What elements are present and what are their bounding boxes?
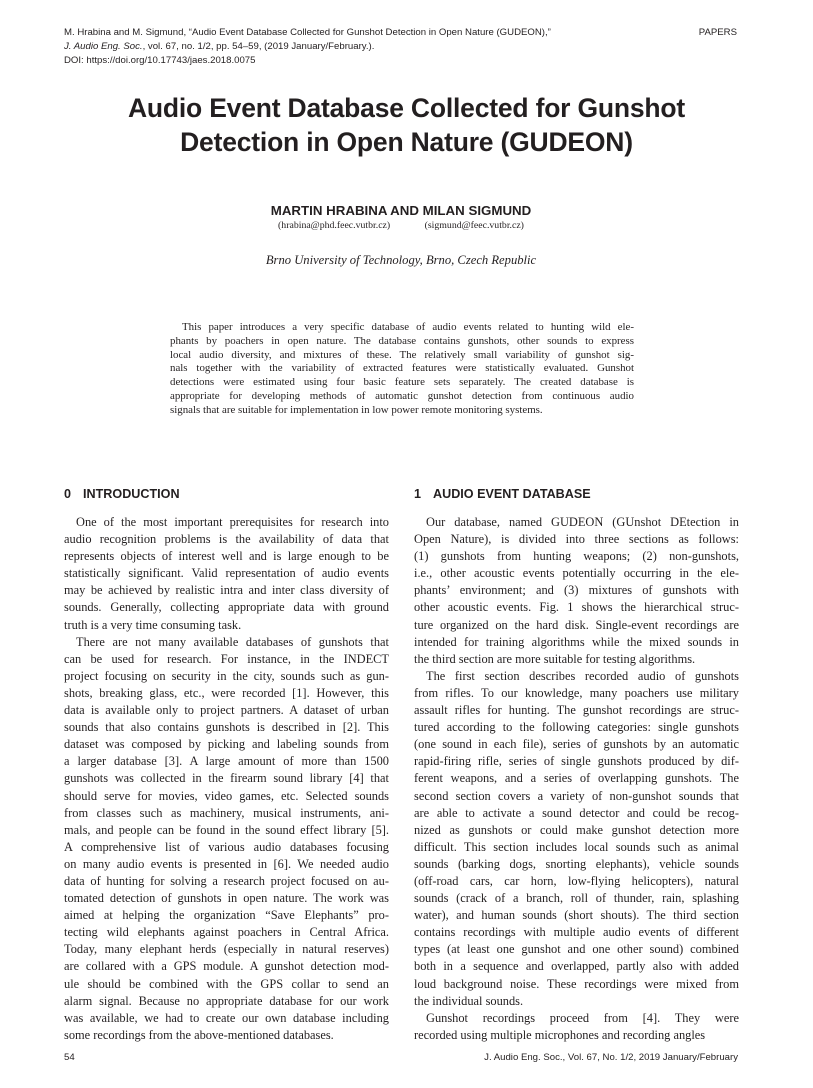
body-line: (1) gunshots from hunting weapons; (2) non-gunshots, bbox=[414, 549, 739, 564]
body-line: on many audio events is presented in [6]. We needed audio bbox=[64, 856, 389, 871]
body-line: sounds that also contains gunshots is described in [2]. This bbox=[64, 720, 389, 735]
body-line: are collared with a GPS module. A gunshot detection mod- bbox=[64, 959, 389, 974]
body-line: loud background noise. These recordings were mixed from bbox=[414, 976, 739, 991]
body-line: from classes such as machinery, musical instruments, ani- bbox=[64, 805, 389, 820]
section-number: 1 bbox=[414, 487, 422, 501]
section-title: AUDIO EVENT DATABASE bbox=[433, 487, 591, 501]
citation-block bbox=[64, 26, 624, 68]
body-line: ule should be combined with the GPS collar to send an bbox=[64, 976, 389, 991]
section-number: 0 bbox=[64, 487, 72, 501]
body-line: phants’ environment; and (3) mixtures of gunshots with bbox=[414, 583, 739, 598]
body-line: alarm signal. Because no appropriate database for our work bbox=[64, 993, 389, 1008]
abstract-line: local audio diversity, and mixtures of these. The relatively small variability of gunshot sig- bbox=[170, 348, 634, 361]
citation-line: M. Hrabina and M. Sigmund, “Audio Event Database Collected for Gunshot Detection in Open Nature (GUDEON),” bbox=[64, 27, 551, 38]
abstract-line: phants by poachers in open nature. The database contains gunshots, other sounds to express bbox=[170, 334, 634, 347]
abstract-line: appropriate for developing methods of automatic gunshot detection from continuous audio bbox=[170, 389, 634, 402]
abstract-line: This paper introduces a very specific database of audio events related to hunting wild ele- bbox=[182, 321, 634, 333]
email-hrabina[interactable]: (hrabina@phd.feec.vutbr.cz) bbox=[278, 220, 391, 231]
body-line: tomated detection of gunshots in open nature. The work was bbox=[64, 891, 389, 906]
author-emails bbox=[0, 219, 802, 233]
body-line: There are not many available databases of gunshots that bbox=[76, 634, 389, 649]
body-line: statistically significant. Valid representation of audio events bbox=[64, 566, 389, 581]
body-line: audio recognition problems is the availability of data that bbox=[64, 532, 389, 547]
body-line: both in a sequence and overlapped, partly also with added bbox=[414, 959, 739, 974]
body-line: data is available only to project partners. A dataset of urban bbox=[64, 703, 389, 718]
introduction-body bbox=[64, 514, 389, 1044]
section-heading-introduction bbox=[64, 485, 180, 503]
body-line: ferent weapons, and a series of overlapping gunshots. The bbox=[414, 771, 739, 786]
section-title: INTRODUCTION bbox=[83, 487, 180, 501]
body-line: water), and human sounds (short shouts). The third section bbox=[414, 908, 739, 923]
body-line: Today, many elephant herds (especially in natural reserves) bbox=[64, 942, 389, 957]
paper-title bbox=[0, 91, 813, 159]
body-line: second section covers a variety of non-gunshot sounds that bbox=[414, 788, 739, 803]
body-line: project focusing on security in the city, sounds such as gun- bbox=[64, 668, 389, 683]
body-line: nized as gunshots or could make gunshot detection more bbox=[414, 822, 739, 837]
abstract bbox=[170, 321, 634, 418]
body-line: The first section describes recorded audio of gunshots bbox=[426, 668, 739, 683]
body-line: was available, we had to create our own database including bbox=[64, 1010, 389, 1025]
body-line: (off-road cars, car horn, low-flying helicopters), natural bbox=[414, 873, 739, 888]
body-line: gunshots was collected in the firearm sound library [4] that bbox=[64, 771, 389, 786]
body-line: sounds (crack of a branch, roll of thunder, rain, splashing bbox=[414, 891, 739, 906]
title-line: Detection in Open Nature (GUDEON) bbox=[180, 127, 633, 157]
citation-journal: J. Audio Eng. Soc. bbox=[64, 41, 143, 52]
body-line: rapid-firing rifle, series of single gunshots produced by dif- bbox=[414, 754, 739, 769]
citation-source bbox=[64, 40, 624, 54]
body-line: some recordings from the above-mentioned databases. bbox=[64, 1027, 334, 1042]
title-line: Audio Event Database Collected for Gunshot bbox=[127, 93, 685, 123]
body-line: other acoustic events. Fig. 1 shows the hierarchical struc- bbox=[414, 600, 739, 615]
body-line: represents objects of interest well and is large enough to be bbox=[64, 549, 389, 564]
body-line: recorded using multiple microphones and recording angles bbox=[414, 1027, 706, 1042]
citation-details: , vol. 67, no. 1/2, pp. 54–59, (2019 January/February.). bbox=[142, 41, 375, 52]
body-line: (one sound in each file), series of gunshots by an automatic bbox=[414, 737, 739, 752]
authors: MARTIN HRABINA AND MILAN SIGMUND bbox=[270, 203, 532, 218]
body-line: Our database, named GUDEON (GUnshot DEtection in bbox=[426, 515, 739, 529]
doi-link[interactable]: DOI: https://doi.org/10.17743/jaes.2018.0075 bbox=[64, 55, 256, 66]
body-line: ture organized on the hard disk. Single-event recordings are bbox=[414, 617, 739, 632]
section-heading-audio-event-database bbox=[414, 485, 591, 503]
body-line: contains recordings with multiple audio events of different bbox=[414, 925, 739, 940]
body-line: data of hunting for solving a research project focused on au- bbox=[64, 873, 389, 888]
body-line: One of the most important prerequisites for research into bbox=[76, 515, 389, 529]
body-line: mals, and people can be found in the sound effect library [5]. bbox=[64, 822, 389, 837]
body-line: may be achieved by realistic intra and inter class diversity of bbox=[64, 583, 389, 598]
body-line: from rifles. To our knowledge, many poachers use military bbox=[414, 685, 739, 700]
body-line: difficult. This section includes local sounds such as animal bbox=[414, 839, 739, 854]
body-line: types (at least one gunshot and one other sound) combined bbox=[414, 942, 739, 957]
body-line: dataset was composed by picking and labeling sounds from bbox=[64, 737, 389, 752]
body-line: Open Nature), is divided into three sections as follows: bbox=[414, 532, 739, 547]
body-line: can be used for research. For instance, in the INDECT bbox=[64, 651, 389, 666]
page-number: 54 bbox=[64, 1052, 75, 1063]
body-line: A comprehensive list of various audio databases focusing bbox=[64, 839, 389, 854]
body-line: the individual sounds. bbox=[414, 993, 524, 1008]
email-sigmund[interactable]: (sigmund@feec.vutbr.cz) bbox=[424, 220, 524, 231]
body-line: tecting wild elephants against poachers in Central Africa. bbox=[64, 925, 389, 940]
body-line: i.e., other acoustic events potentially occurring in the ele- bbox=[414, 566, 739, 581]
body-line: assault rifles for hunting. The gunshot recordings are struc- bbox=[414, 703, 739, 718]
body-line: sounds. Generally, collecting appropriate data with ground bbox=[64, 600, 389, 615]
abstract-line: signals that are suitable for implementation in low power remote monitoring systems. bbox=[170, 403, 543, 416]
body-line: aimed at helping the organization “Save Elephants” pro- bbox=[64, 908, 389, 923]
abstract-line: detections were estimated using four basic feature sets separately. The created database is bbox=[170, 376, 634, 389]
affiliation: Brno University of Technology, Brno, Czech Republic bbox=[265, 253, 537, 267]
abstract-line: nals together with the variability of extracted features were statistically evaluated. Gunshot bbox=[170, 362, 634, 375]
body-line: are able to activate a sound detector and could be recog- bbox=[414, 805, 739, 820]
body-line: intended for training algorithms while the mixed sounds in bbox=[414, 634, 739, 649]
body-line: Gunshot recordings proceed from [4]. They were bbox=[426, 1010, 739, 1025]
section-tag: PAPERS bbox=[698, 27, 737, 38]
body-line: shots, breaking glass, etc., were recorded [1]. However, this bbox=[64, 685, 389, 700]
body-line: truth is a very time consuming task. bbox=[64, 617, 242, 632]
body-line: sounds (barking dogs, snorting elephants), vehicle sounds bbox=[414, 856, 739, 871]
body-line: tured according to the following categories: single gunshots bbox=[414, 720, 739, 735]
body-line: should serve for movies, video games, etc. Selected sounds bbox=[64, 788, 389, 803]
audio-event-database-body bbox=[414, 514, 739, 1044]
footer-journal: J. Audio Eng. Soc., Vol. 67, No. 1/2, 2019 January/February bbox=[484, 1052, 738, 1063]
body-line: the third section are more suitable for testing algorithms. bbox=[414, 651, 696, 666]
body-line: a larger database [3]. A large amount of more than 1500 bbox=[64, 754, 389, 769]
